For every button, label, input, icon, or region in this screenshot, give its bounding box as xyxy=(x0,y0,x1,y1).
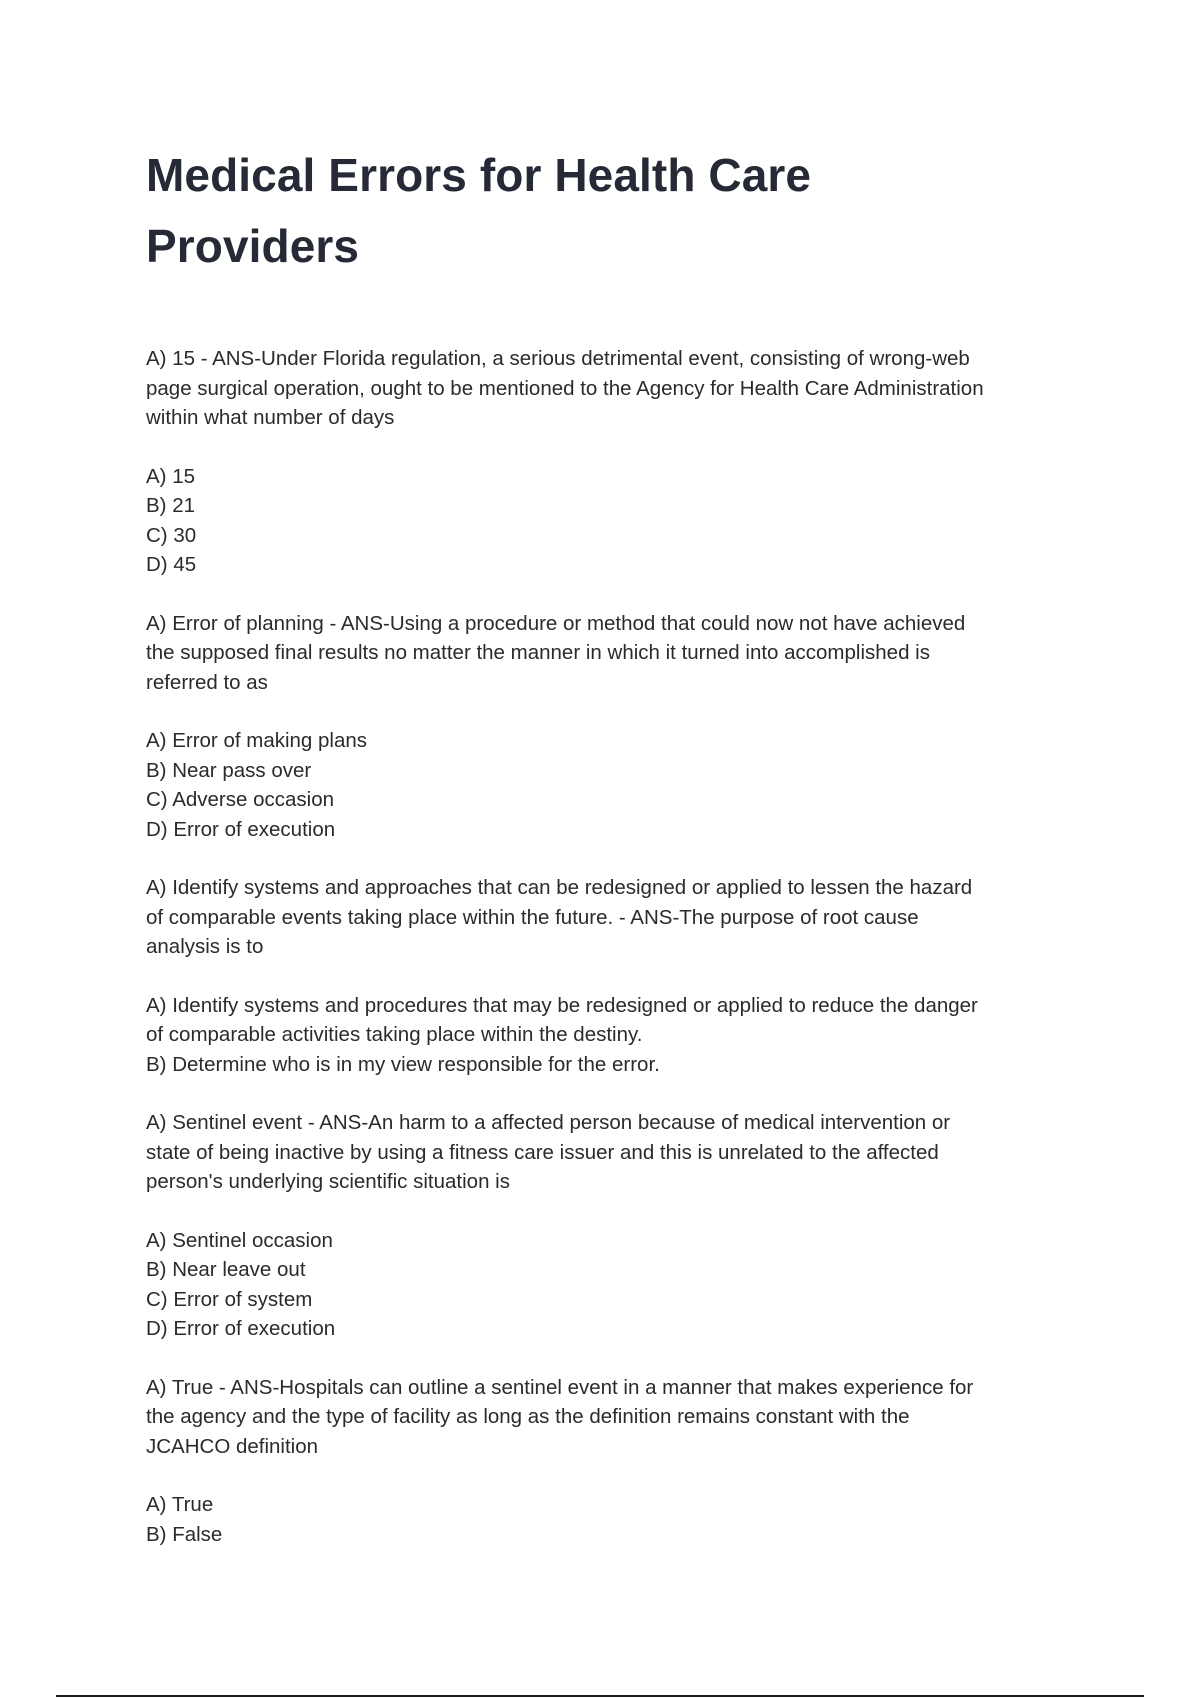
question-text xyxy=(146,873,1066,962)
option-item: A) Sentinel occasion xyxy=(146,1228,333,1252)
option-item: of comparable activities taking place within the destiny. xyxy=(146,1023,643,1046)
option-item: D) 45 xyxy=(146,553,197,576)
option-item: A) True xyxy=(146,1493,214,1516)
question-line: A) Error of planning - ANS-Using a procedure or method that could now not have achieved xyxy=(146,611,966,635)
option-list xyxy=(146,726,1066,844)
question-line: within what number of days xyxy=(146,406,395,429)
question-line: the supposed final results no matter the manner in which it turned into accomplished is xyxy=(146,641,930,664)
qa-item-3 xyxy=(146,873,1066,1079)
question-text xyxy=(146,1108,1066,1197)
option-item: C) Error of system xyxy=(146,1287,313,1311)
option-item: C) Adverse occasion xyxy=(146,788,335,811)
question-line: the agency and the type of facility as long as the definition remains constant with the xyxy=(146,1405,910,1428)
option-item: B) False xyxy=(146,1522,223,1546)
qa-item-5 xyxy=(146,1373,1066,1550)
question-text xyxy=(146,609,1066,698)
qa-item-4 xyxy=(146,1108,1066,1344)
option-item: D) Error of execution xyxy=(146,817,336,841)
question-line: A) True - ANS-Hospitals can outline a sentinel event in a manner that makes experience for xyxy=(146,1375,974,1399)
question-line: A) Identify systems and approaches that can be redesigned or applied to lessen the hazard xyxy=(146,876,973,899)
option-item: B) Near pass over xyxy=(146,758,312,782)
question-line: page surgical operation, ought to be mentioned to the Agency for Health Care Administration xyxy=(146,376,984,400)
qa-item-1 xyxy=(146,344,1066,580)
option-list xyxy=(146,1226,1066,1344)
option-item: C) 30 xyxy=(146,523,197,547)
qa-item-2 xyxy=(146,609,1066,845)
title-line-2: Providers xyxy=(146,220,360,272)
title-line-1: Medical Errors for Health Care xyxy=(146,149,812,201)
question-line: A) Sentinel event - ANS-An harm to a affected person because of medical intervention or xyxy=(146,1111,951,1134)
option-item: A) 15 xyxy=(146,464,195,488)
question-text xyxy=(146,344,1066,433)
document-page xyxy=(146,140,1066,1578)
option-item: A) Identify systems and procedures that may be redesigned or applied to reduce the danger xyxy=(146,993,978,1017)
question-line: referred to as xyxy=(146,670,268,694)
option-item: D) Error of execution xyxy=(146,1317,336,1340)
page-title xyxy=(146,140,1066,282)
option-list xyxy=(146,1490,1066,1549)
footer-divider xyxy=(56,1695,1144,1697)
question-line: analysis is to xyxy=(146,935,264,958)
question-line: A) 15 - ANS-Under Florida regulation, a serious detrimental event, consisting of wrong-web xyxy=(146,347,970,370)
option-item: B) Near leave out xyxy=(146,1258,306,1281)
option-item: A) Error of making plans xyxy=(146,729,368,752)
option-item: B) Determine who is in my view responsible for the error. xyxy=(146,1052,660,1076)
option-list xyxy=(146,991,1066,1080)
option-list xyxy=(146,462,1066,580)
question-line: person's underlying scientific situation is xyxy=(146,1170,510,1193)
question-line: state of being inactive by using a fitness care issuer and this is unrelated to the affected xyxy=(146,1140,939,1164)
option-item: B) 21 xyxy=(146,494,195,517)
question-line: JCAHCO definition xyxy=(146,1434,319,1458)
question-text xyxy=(146,1373,1066,1462)
question-line: of comparable events taking place within the future. - ANS-The purpose of root cause xyxy=(146,905,919,929)
